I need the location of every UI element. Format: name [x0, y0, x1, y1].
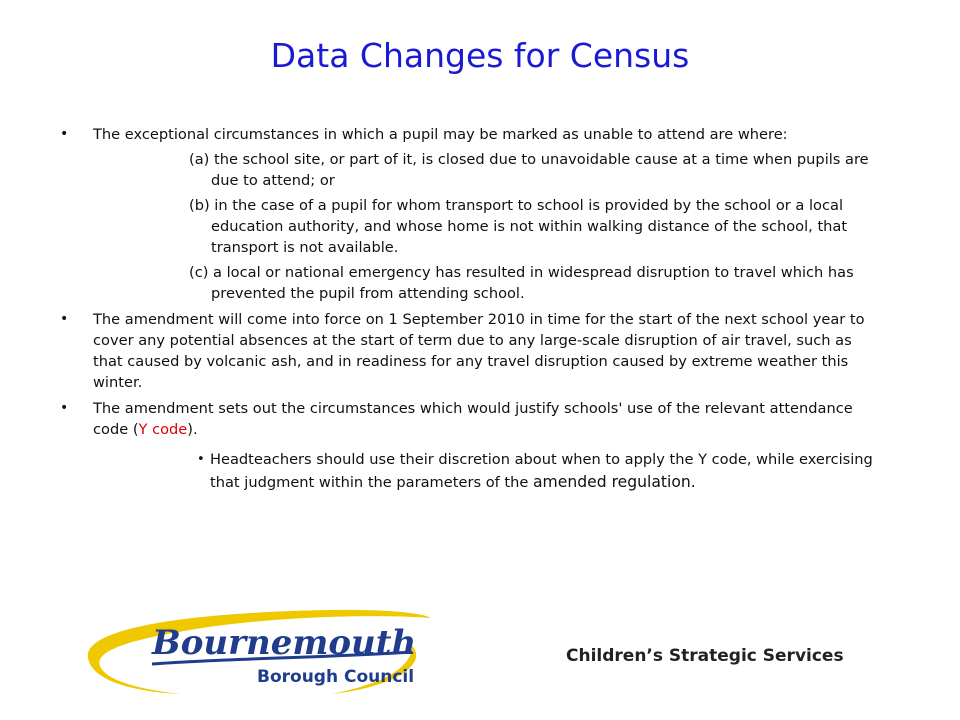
bournemouth-logo [82, 606, 432, 698]
slide-content [60, 124, 880, 499]
bullet-text: The amendment sets out the circumstances which would justify schools' use of the relevant attendance code ( [93, 400, 853, 438]
slide-title: Data Changes for Census [270, 36, 690, 75]
y-code-highlight: Y code [138, 421, 188, 438]
bullet-amendment-circumstances [60, 398, 880, 494]
bullet-text: The exceptional circumstances in which a pupil may be marked as unable to attend are where: [93, 126, 788, 143]
sub-item-a: (a) the school site, or part of it, is closed due to unavoidable cause at a time when pupils are due to attend; or [189, 151, 869, 189]
footer-department: Children’s Strategic Services [566, 646, 844, 666]
logo-subtitle: Borough Council [257, 667, 415, 687]
logo-wordmark: Bournemouth [152, 623, 417, 663]
subbullet-headteachers [197, 448, 880, 494]
bullet-amendment-date: • The amendment will come into force on 1 September 2010 in time for the start of the next school year to cover any potential absences at the start of term due to any large-scale disruption of air travel, such as that caused by volcanic ash, and in readiness for any travel disruption caused by extreme weather this winter. [60, 309, 880, 393]
bullet-exceptional-circumstances [60, 124, 880, 304]
subbullet-text-large: amended regulation. [533, 473, 696, 491]
sub-item-c: (c) a local or national emergency has resulted in widespread disruption to travel which has prevented the pupil from attending school. [189, 264, 854, 302]
subbullet-text: Headteachers should use their discretion about when to apply the Y code, while exercising that judgment within the parameters of the [210, 451, 873, 491]
sub-item-b: (b) in the case of a pupil for whom transport to school is provided by the school or a local education authority, and whose home is not within walking distance of the school, that transport is not available. [189, 197, 848, 256]
bullet-text-end: ). [187, 421, 198, 438]
